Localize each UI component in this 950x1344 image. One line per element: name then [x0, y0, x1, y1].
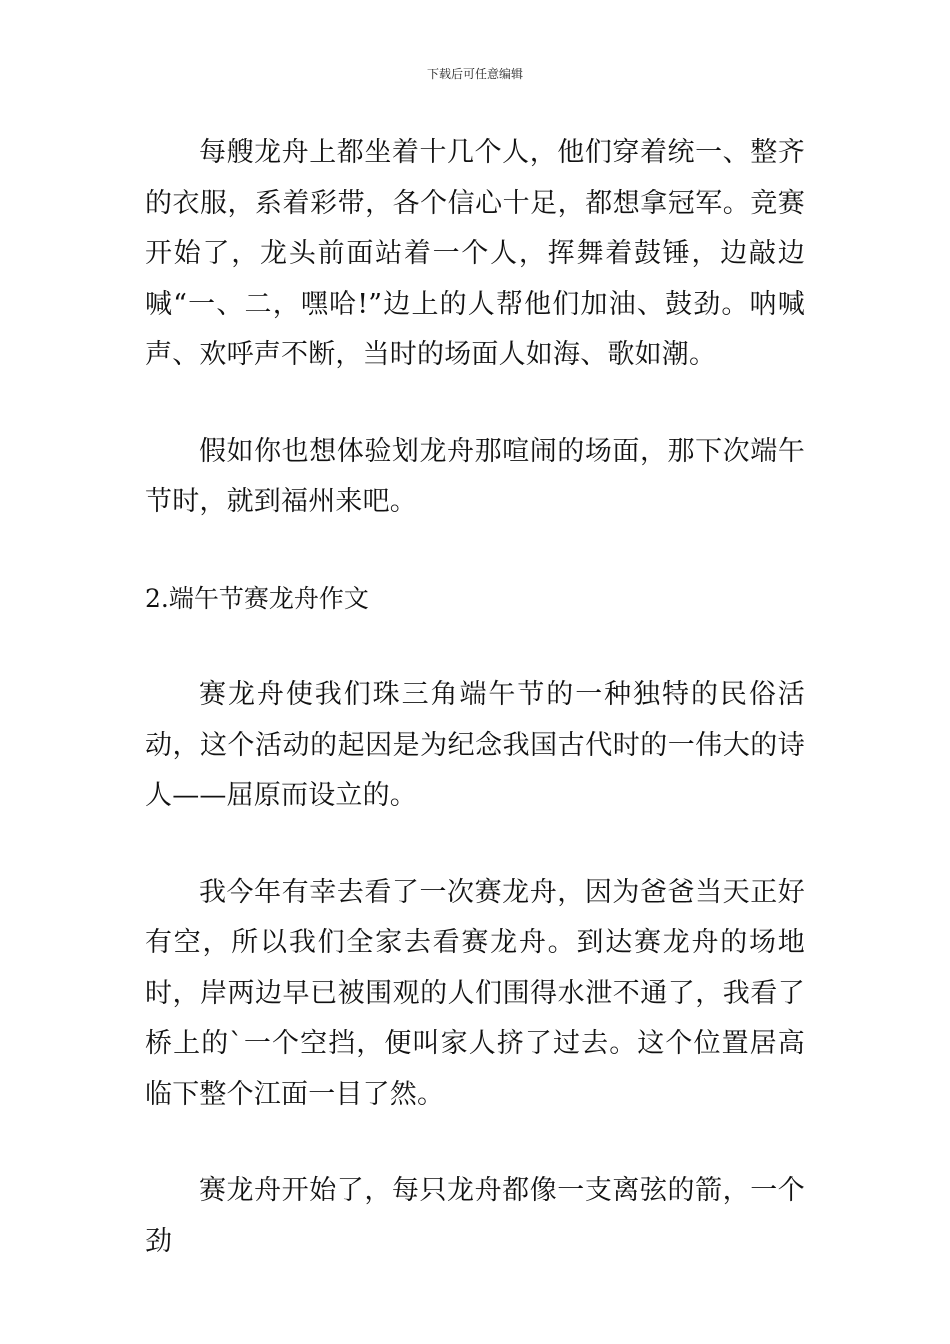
paragraph-gap: [145, 624, 805, 670]
paragraph-gap: [145, 1120, 805, 1166]
section-heading: 2.端午节赛龙舟作文: [145, 583, 369, 613]
paragraph-gap: [145, 822, 805, 868]
paragraph-gap: [145, 528, 805, 574]
paragraph-gap: [145, 381, 805, 427]
paragraph-visit: 我今年有幸去看了一次赛龙舟，因为爸爸当天正好有空，所以我们全家去看赛龙舟。到达赛龙舟的场地时，岸两边早已被围观的人们围得水泄不通了，我看了桥上的`一个空挡，便叫家人挤了过去。这个位置居高临下整个江面一目了然。: [145, 876, 805, 1110]
paragraph-origin: 赛龙舟使我们珠三角端午节的一种独特的民俗活动，这个活动的起因是为纪念我国古代时的一伟大的诗人——屈原而设立的。: [145, 679, 805, 811]
paragraph-invitation: 假如你也想体验划龙舟那喧闹的场面，那下次端午节时，就到福州来吧。: [145, 435, 805, 517]
page-header: 下载后可任意编辑: [426, 67, 523, 81]
paragraph-dragon-boat-crew: 每艘龙舟上都坐着十几个人，他们穿着统一、整齐的衣服，系着彩带，各个信心十足，都想拿冠军。竞赛开始了，龙头前面站着一个人，挥舞着鼓锤，边敲边喊“一、二，嘿哈!”边上的人帮他们加油、鼓劲。呐喊声、欢呼声不断，当时的场面人如海、歌如潮。: [145, 137, 805, 370]
paragraph-race-start: 赛龙舟开始了，每只龙舟都像一支离弦的箭，一个劲: [145, 1175, 805, 1257]
document-body: [145, 128, 805, 1267]
